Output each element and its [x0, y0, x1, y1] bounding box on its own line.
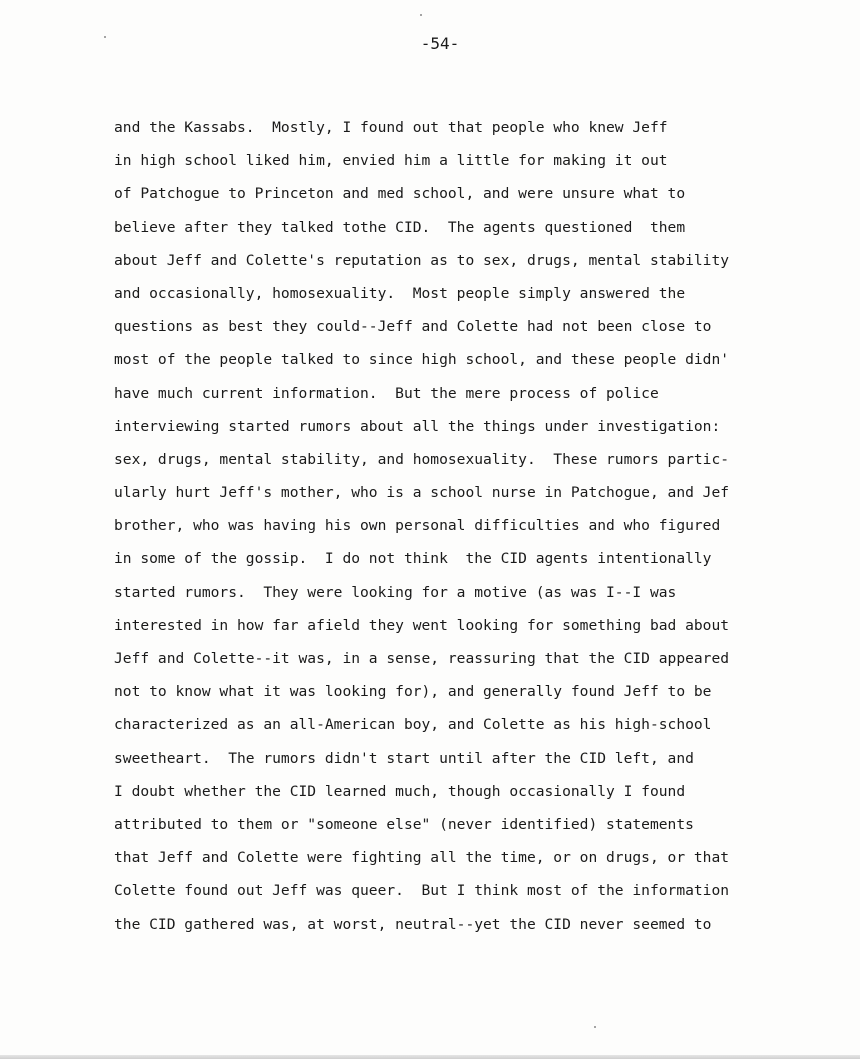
paper-speck	[594, 1026, 596, 1028]
text-line: started rumors. They were looking for a motive (as was I--I was	[114, 583, 677, 601]
text-line: most of the people talked to since high school, and these people didn'	[114, 351, 730, 369]
text-line: Jeff and Colette--it was, in a sense, reassuring that the CID appeared	[114, 650, 730, 667]
page-number: -54-	[420, 34, 460, 53]
page-bottom-edge	[0, 1055, 860, 1059]
text-line: and occasionally, homosexuality. Most people simply answered the	[114, 284, 686, 302]
text-line: characterized as an all-American boy, and Colette as his high-school	[114, 716, 712, 734]
text-line: interested in how far afield they went looking for something bad about	[114, 616, 730, 634]
text-line: brother, who was having his own personal difficulties and who figured	[114, 517, 721, 535]
paper-speck	[420, 14, 422, 16]
text-line: believe after they talked tothe CID. The agents questioned them	[114, 218, 686, 236]
text-line: that Jeff and Colette were fighting all the time, or on drugs, or that	[114, 849, 730, 867]
text-line: have much current information. But the mere process of police	[114, 384, 659, 402]
text-line: in high school liked him, envied him a little for making it out	[114, 152, 668, 170]
text-line: Colette found out Jeff was queer. But I think most of the information	[114, 882, 730, 900]
text-line: ularly hurt Jeff's mother, who is a school nurse in Patchogue, and Jef	[114, 484, 730, 502]
text-line: questions as best they could--Jeff and Colette had not been close to	[114, 318, 712, 336]
text-line: about Jeff and Colette's reputation as to sex, drugs, mental stability	[114, 251, 730, 269]
text-line: in some of the gossip. I do not think the CID agents intentionally	[114, 550, 712, 568]
text-line: of Patchogue to Princeton and med school, and were unsure what to	[114, 185, 686, 203]
text-line: and the Kassabs. Mostly, I found out that people who knew Jeff	[114, 119, 668, 136]
text-line: sex, drugs, mental stability, and homosexuality. These rumors partic-	[114, 450, 730, 468]
text-line: not to know what it was looking for), and generally found Jeff to be	[114, 683, 712, 701]
text-line: interviewing started rumors about all the things under investigation:	[114, 417, 721, 435]
text-line: sweetheart. The rumors didn't start until after the CID left, and	[114, 749, 694, 767]
body-text	[114, 116, 854, 946]
text-line: I doubt whether the CID learned much, though occasionally I found	[114, 782, 686, 800]
text-line: the CID gathered was, at worst, neutral--yet the CID never seemed to	[114, 915, 712, 933]
text-line: attributed to them or "someone else" (never identified) statements	[114, 815, 694, 833]
